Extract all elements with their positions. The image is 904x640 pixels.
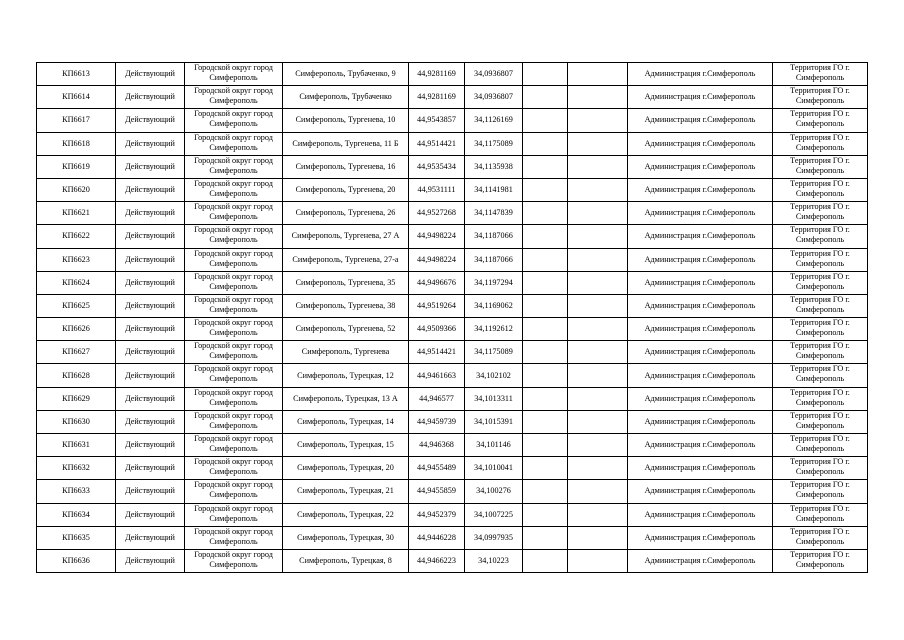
site-code-cell: КП6621 bbox=[37, 202, 116, 225]
admin-cell: Администрация г.Симферополь bbox=[628, 341, 773, 364]
longitude-cell: 34,0997935 bbox=[465, 526, 523, 549]
site-code-cell: КП6618 bbox=[37, 132, 116, 155]
empty-cell bbox=[523, 434, 568, 457]
territory-cell: Территория ГО г. Симферополь bbox=[773, 434, 868, 457]
status-cell: Действующий bbox=[116, 480, 185, 503]
district-cell: Городской округ город Симферополь bbox=[185, 271, 283, 294]
district-cell: Городской округ город Симферополь bbox=[185, 503, 283, 526]
district-cell: Городской округ город Симферополь bbox=[185, 410, 283, 433]
empty-cell bbox=[568, 132, 628, 155]
table-row bbox=[37, 225, 868, 248]
status-cell: Действующий bbox=[116, 63, 185, 86]
district-cell: Городской округ город Симферополь bbox=[185, 457, 283, 480]
district-cell: Городской округ город Симферополь bbox=[185, 86, 283, 109]
district-cell: Городской округ город Симферополь bbox=[185, 341, 283, 364]
empty-cell bbox=[523, 341, 568, 364]
latitude-cell: 44,946577 bbox=[409, 387, 465, 410]
district-cell: Городской округ город Симферополь bbox=[185, 294, 283, 317]
longitude-cell: 34,1010041 bbox=[465, 457, 523, 480]
status-cell: Действующий bbox=[116, 549, 185, 572]
territory-cell: Территория ГО г. Симферополь bbox=[773, 271, 868, 294]
territory-cell: Территория ГО г. Симферополь bbox=[773, 202, 868, 225]
district-cell: Городской округ город Симферополь bbox=[185, 480, 283, 503]
status-cell: Действующий bbox=[116, 225, 185, 248]
status-cell: Действующий bbox=[116, 341, 185, 364]
empty-cell bbox=[568, 341, 628, 364]
empty-cell bbox=[523, 109, 568, 132]
empty-cell bbox=[568, 480, 628, 503]
status-cell: Действующий bbox=[116, 178, 185, 201]
admin-cell: Администрация г.Симферополь bbox=[628, 63, 773, 86]
territory-cell: Территория ГО г. Симферополь bbox=[773, 155, 868, 178]
empty-cell bbox=[568, 294, 628, 317]
table-row bbox=[37, 86, 868, 109]
longitude-cell: 34,1126169 bbox=[465, 109, 523, 132]
status-cell: Действующий bbox=[116, 155, 185, 178]
admin-cell: Администрация г.Симферополь bbox=[628, 178, 773, 201]
latitude-cell: 44,9461663 bbox=[409, 364, 465, 387]
district-cell: Городской округ город Симферополь bbox=[185, 526, 283, 549]
address-cell: Симферополь, Турецкая, 20 bbox=[283, 457, 409, 480]
empty-cell bbox=[523, 364, 568, 387]
status-cell: Действующий bbox=[116, 202, 185, 225]
empty-cell bbox=[523, 549, 568, 572]
empty-cell bbox=[523, 480, 568, 503]
address-cell: Симферополь, Турецкая, 15 bbox=[283, 434, 409, 457]
longitude-cell: 34,1141981 bbox=[465, 178, 523, 201]
longitude-cell: 34,1197294 bbox=[465, 271, 523, 294]
longitude-cell: 34,0936807 bbox=[465, 63, 523, 86]
address-cell: Симферополь, Тургенева, 26 bbox=[283, 202, 409, 225]
address-cell: Симферополь, Тургенева, 20 bbox=[283, 178, 409, 201]
address-cell: Симферополь, Тургенева, 35 bbox=[283, 271, 409, 294]
site-code-cell: КП6619 bbox=[37, 155, 116, 178]
territory-cell: Территория ГО г. Симферополь bbox=[773, 225, 868, 248]
site-code-cell: КП6627 bbox=[37, 341, 116, 364]
status-cell: Действующий bbox=[116, 86, 185, 109]
district-cell: Городской округ город Симферополь bbox=[185, 549, 283, 572]
admin-cell: Администрация г.Симферополь bbox=[628, 202, 773, 225]
table-row bbox=[37, 202, 868, 225]
site-code-cell: КП6622 bbox=[37, 225, 116, 248]
address-cell: Симферополь, Тургенева, 38 bbox=[283, 294, 409, 317]
longitude-cell: 34,1007225 bbox=[465, 503, 523, 526]
admin-cell: Администрация г.Симферополь bbox=[628, 132, 773, 155]
territory-cell: Территория ГО г. Симферополь bbox=[773, 294, 868, 317]
address-cell: Симферополь, Тургенева, 11 Б bbox=[283, 132, 409, 155]
longitude-cell: 34,1169062 bbox=[465, 294, 523, 317]
district-cell: Городской округ город Симферополь bbox=[185, 109, 283, 132]
table-row bbox=[37, 457, 868, 480]
latitude-cell: 44,9496676 bbox=[409, 271, 465, 294]
district-cell: Городской округ город Симферополь bbox=[185, 155, 283, 178]
latitude-cell: 44,9514421 bbox=[409, 132, 465, 155]
territory-cell: Территория ГО г. Симферополь bbox=[773, 457, 868, 480]
empty-cell bbox=[523, 63, 568, 86]
latitude-cell: 44,9531111 bbox=[409, 178, 465, 201]
site-code-cell: КП6631 bbox=[37, 434, 116, 457]
address-cell: Симферополь, Тургенева bbox=[283, 341, 409, 364]
address-cell: Симферополь, Турецкая, 14 bbox=[283, 410, 409, 433]
empty-cell bbox=[568, 387, 628, 410]
status-cell: Действующий bbox=[116, 294, 185, 317]
site-code-cell: КП6624 bbox=[37, 271, 116, 294]
latitude-cell: 44,9281169 bbox=[409, 63, 465, 86]
longitude-cell: 34,1015391 bbox=[465, 410, 523, 433]
longitude-cell: 34,1147839 bbox=[465, 202, 523, 225]
empty-cell bbox=[568, 86, 628, 109]
container-sites-table bbox=[36, 62, 868, 573]
table-row bbox=[37, 434, 868, 457]
status-cell: Действующий bbox=[116, 248, 185, 271]
empty-cell bbox=[568, 549, 628, 572]
empty-cell bbox=[523, 503, 568, 526]
territory-cell: Территория ГО г. Симферополь bbox=[773, 318, 868, 341]
empty-cell bbox=[523, 271, 568, 294]
table-row bbox=[37, 549, 868, 572]
empty-cell bbox=[568, 318, 628, 341]
address-cell: Симферополь, Тургенева, 10 bbox=[283, 109, 409, 132]
status-cell: Действующий bbox=[116, 434, 185, 457]
status-cell: Действующий bbox=[116, 457, 185, 480]
empty-cell bbox=[523, 526, 568, 549]
territory-cell: Территория ГО г. Симферополь bbox=[773, 63, 868, 86]
table-row bbox=[37, 178, 868, 201]
admin-cell: Администрация г.Симферополь bbox=[628, 155, 773, 178]
empty-cell bbox=[568, 248, 628, 271]
table-row bbox=[37, 132, 868, 155]
territory-cell: Территория ГО г. Симферополь bbox=[773, 109, 868, 132]
longitude-cell: 34,0936807 bbox=[465, 86, 523, 109]
empty-cell bbox=[523, 294, 568, 317]
empty-cell bbox=[523, 410, 568, 433]
empty-cell bbox=[568, 178, 628, 201]
admin-cell: Администрация г.Симферополь bbox=[628, 457, 773, 480]
longitude-cell: 34,1135938 bbox=[465, 155, 523, 178]
longitude-cell: 34,1175089 bbox=[465, 132, 523, 155]
site-code-cell: КП6623 bbox=[37, 248, 116, 271]
latitude-cell: 44,946368 bbox=[409, 434, 465, 457]
longitude-cell: 34,1013311 bbox=[465, 387, 523, 410]
latitude-cell: 44,9281169 bbox=[409, 86, 465, 109]
territory-cell: Территория ГО г. Симферополь bbox=[773, 248, 868, 271]
empty-cell bbox=[568, 225, 628, 248]
latitude-cell: 44,9459739 bbox=[409, 410, 465, 433]
admin-cell: Администрация г.Симферополь bbox=[628, 526, 773, 549]
latitude-cell: 44,9446228 bbox=[409, 526, 465, 549]
empty-cell bbox=[523, 387, 568, 410]
address-cell: Симферополь, Турецкая, 13 А bbox=[283, 387, 409, 410]
site-code-cell: КП6635 bbox=[37, 526, 116, 549]
status-cell: Действующий bbox=[116, 410, 185, 433]
district-cell: Городской округ город Симферополь bbox=[185, 202, 283, 225]
admin-cell: Администрация г.Симферополь bbox=[628, 480, 773, 503]
district-cell: Городской округ город Симферополь bbox=[185, 387, 283, 410]
admin-cell: Администрация г.Симферополь bbox=[628, 387, 773, 410]
empty-cell bbox=[523, 132, 568, 155]
empty-cell bbox=[568, 202, 628, 225]
site-code-cell: КП6633 bbox=[37, 480, 116, 503]
admin-cell: Администрация г.Симферополь bbox=[628, 294, 773, 317]
admin-cell: Администрация г.Симферополь bbox=[628, 503, 773, 526]
empty-cell bbox=[568, 364, 628, 387]
longitude-cell: 34,1187066 bbox=[465, 248, 523, 271]
address-cell: Симферополь, Тургенева, 52 bbox=[283, 318, 409, 341]
longitude-cell: 34,1192612 bbox=[465, 318, 523, 341]
latitude-cell: 44,9498224 bbox=[409, 225, 465, 248]
empty-cell bbox=[523, 178, 568, 201]
address-cell: Симферополь, Тургенева, 27-а bbox=[283, 248, 409, 271]
admin-cell: Администрация г.Симферополь bbox=[628, 549, 773, 572]
latitude-cell: 44,9466223 bbox=[409, 549, 465, 572]
empty-cell bbox=[568, 155, 628, 178]
admin-cell: Администрация г.Симферополь bbox=[628, 410, 773, 433]
territory-cell: Территория ГО г. Симферополь bbox=[773, 480, 868, 503]
empty-cell bbox=[523, 202, 568, 225]
status-cell: Действующий bbox=[116, 364, 185, 387]
territory-cell: Территория ГО г. Симферополь bbox=[773, 178, 868, 201]
table-row bbox=[37, 341, 868, 364]
latitude-cell: 44,9535434 bbox=[409, 155, 465, 178]
table-row bbox=[37, 387, 868, 410]
admin-cell: Администрация г.Симферополь bbox=[628, 318, 773, 341]
status-cell: Действующий bbox=[116, 503, 185, 526]
latitude-cell: 44,9543857 bbox=[409, 109, 465, 132]
territory-cell: Территория ГО г. Симферополь bbox=[773, 387, 868, 410]
site-code-cell: КП6628 bbox=[37, 364, 116, 387]
site-code-cell: КП6629 bbox=[37, 387, 116, 410]
table-row bbox=[37, 63, 868, 86]
table-row bbox=[37, 271, 868, 294]
status-cell: Действующий bbox=[116, 318, 185, 341]
table-row bbox=[37, 364, 868, 387]
territory-cell: Территория ГО г. Симферополь bbox=[773, 503, 868, 526]
admin-cell: Администрация г.Симферополь bbox=[628, 271, 773, 294]
admin-cell: Администрация г.Симферополь bbox=[628, 364, 773, 387]
table-row bbox=[37, 109, 868, 132]
admin-cell: Администрация г.Симферополь bbox=[628, 225, 773, 248]
site-code-cell: КП6632 bbox=[37, 457, 116, 480]
table-row bbox=[37, 503, 868, 526]
status-cell: Действующий bbox=[116, 387, 185, 410]
admin-cell: Администрация г.Симферополь bbox=[628, 248, 773, 271]
address-cell: Симферополь, Турецкая, 30 bbox=[283, 526, 409, 549]
empty-cell bbox=[568, 526, 628, 549]
status-cell: Действующий bbox=[116, 526, 185, 549]
longitude-cell: 34,1175089 bbox=[465, 341, 523, 364]
empty-cell bbox=[568, 63, 628, 86]
table-row bbox=[37, 248, 868, 271]
status-cell: Действующий bbox=[116, 132, 185, 155]
territory-cell: Территория ГО г. Симферополь bbox=[773, 132, 868, 155]
site-code-cell: КП6630 bbox=[37, 410, 116, 433]
empty-cell bbox=[523, 86, 568, 109]
site-code-cell: КП6614 bbox=[37, 86, 116, 109]
empty-cell bbox=[568, 109, 628, 132]
admin-cell: Администрация г.Симферополь bbox=[628, 434, 773, 457]
site-code-cell: КП6636 bbox=[37, 549, 116, 572]
site-code-cell: КП6634 bbox=[37, 503, 116, 526]
empty-cell bbox=[523, 248, 568, 271]
empty-cell bbox=[523, 318, 568, 341]
longitude-cell: 34,100276 bbox=[465, 480, 523, 503]
empty-cell bbox=[523, 155, 568, 178]
territory-cell: Территория ГО г. Симферополь bbox=[773, 364, 868, 387]
longitude-cell: 34,102102 bbox=[465, 364, 523, 387]
district-cell: Городской округ город Симферополь bbox=[185, 318, 283, 341]
admin-cell: Администрация г.Симферополь bbox=[628, 86, 773, 109]
empty-cell bbox=[568, 457, 628, 480]
table-row bbox=[37, 318, 868, 341]
territory-cell: Территория ГО г. Симферополь bbox=[773, 86, 868, 109]
territory-cell: Территория ГО г. Симферополь bbox=[773, 410, 868, 433]
latitude-cell: 44,9519264 bbox=[409, 294, 465, 317]
territory-cell: Территория ГО г. Симферополь bbox=[773, 526, 868, 549]
district-cell: Городской округ город Симферополь bbox=[185, 364, 283, 387]
district-cell: Городской округ город Симферополь bbox=[185, 434, 283, 457]
empty-cell bbox=[523, 457, 568, 480]
table-row bbox=[37, 294, 868, 317]
district-cell: Городской округ город Симферополь bbox=[185, 225, 283, 248]
site-code-cell: КП6626 bbox=[37, 318, 116, 341]
empty-cell bbox=[568, 434, 628, 457]
table-row bbox=[37, 526, 868, 549]
latitude-cell: 44,9509366 bbox=[409, 318, 465, 341]
address-cell: Симферополь, Турецкая, 22 bbox=[283, 503, 409, 526]
empty-cell bbox=[568, 271, 628, 294]
site-code-cell: КП6625 bbox=[37, 294, 116, 317]
table-row bbox=[37, 410, 868, 433]
address-cell: Симферополь, Турецкая, 21 bbox=[283, 480, 409, 503]
longitude-cell: 34,10223 bbox=[465, 549, 523, 572]
table-row bbox=[37, 155, 868, 178]
empty-cell bbox=[523, 225, 568, 248]
table-row bbox=[37, 480, 868, 503]
address-cell: Симферополь, Турецкая, 12 bbox=[283, 364, 409, 387]
latitude-cell: 44,9455489 bbox=[409, 457, 465, 480]
district-cell: Городской округ город Симферополь bbox=[185, 132, 283, 155]
site-code-cell: КП6620 bbox=[37, 178, 116, 201]
latitude-cell: 44,9498224 bbox=[409, 248, 465, 271]
site-code-cell: КП6617 bbox=[37, 109, 116, 132]
address-cell: Симферополь, Тургенева, 16 bbox=[283, 155, 409, 178]
status-cell: Действующий bbox=[116, 109, 185, 132]
district-cell: Городской округ город Симферополь bbox=[185, 178, 283, 201]
latitude-cell: 44,9452379 bbox=[409, 503, 465, 526]
address-cell: Симферополь, Тургенева, 27 А bbox=[283, 225, 409, 248]
territory-cell: Территория ГО г. Симферополь bbox=[773, 341, 868, 364]
latitude-cell: 44,9527268 bbox=[409, 202, 465, 225]
empty-cell bbox=[568, 503, 628, 526]
status-cell: Действующий bbox=[116, 271, 185, 294]
empty-cell bbox=[568, 410, 628, 433]
longitude-cell: 34,101146 bbox=[465, 434, 523, 457]
address-cell: Симферополь, Трубаченко, 9 bbox=[283, 63, 409, 86]
site-code-cell: КП6613 bbox=[37, 63, 116, 86]
longitude-cell: 34,1187066 bbox=[465, 225, 523, 248]
address-cell: Симферополь, Трубаченко bbox=[283, 86, 409, 109]
territory-cell: Территория ГО г. Симферополь bbox=[773, 549, 868, 572]
table-body bbox=[37, 63, 868, 573]
district-cell: Городской округ город Симферополь bbox=[185, 248, 283, 271]
district-cell: Городской округ город Симферополь bbox=[185, 63, 283, 86]
latitude-cell: 44,9455859 bbox=[409, 480, 465, 503]
latitude-cell: 44,9514421 bbox=[409, 341, 465, 364]
admin-cell: Администрация г.Симферополь bbox=[628, 109, 773, 132]
address-cell: Симферополь, Турецкая, 8 bbox=[283, 549, 409, 572]
